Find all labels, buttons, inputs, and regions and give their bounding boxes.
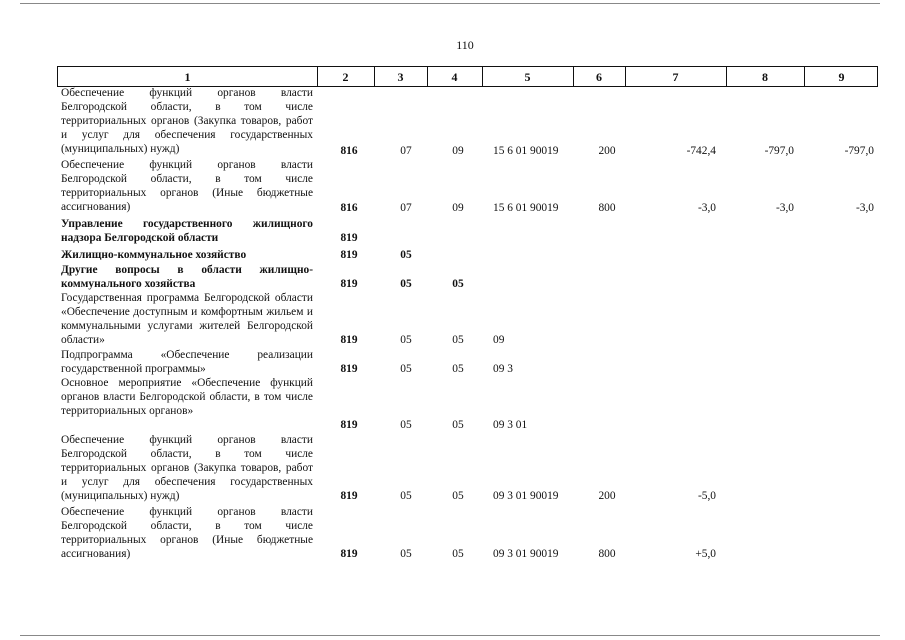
cell-ministry-code: 819 — [340, 548, 358, 560]
cell-amount-col7: -742,4 — [686, 145, 716, 157]
cell-section: 07 — [400, 202, 412, 214]
cell-target-article: 09 3 01 — [493, 419, 528, 431]
cell-subsection: 05 — [452, 334, 464, 346]
cell-subsection: 05 — [452, 548, 464, 560]
cell-section: 05 — [400, 490, 412, 502]
cell-section: 05 — [400, 363, 412, 375]
cell-ministry-code: 819 — [340, 249, 358, 261]
cell-expense-type: 800 — [598, 548, 616, 560]
row-description: Управление государственного жилищного надзора Белгородской области — [61, 218, 313, 245]
cell-target-article: 15 6 01 90019 — [493, 145, 559, 157]
cell-expense-type: 800 — [598, 202, 616, 214]
cell-ministry-code: 819 — [340, 419, 358, 431]
cell-target-article: 09 3 01 90019 — [493, 548, 559, 560]
row-description: Обеспечение функций органов власти Белгородской области, в том числе территориальных органов (Закупка товаров, работ и услуг для обеспечения государственных (муниципальных) нужд) — [61, 434, 313, 503]
cell-section: 05 — [400, 334, 412, 346]
cell-section: 05 — [400, 249, 412, 261]
cell-section: 05 — [400, 419, 412, 431]
cell-subsection: 09 — [452, 145, 464, 157]
row-description: Государственная программа Белгородской области «Обеспечение доступным и комфортным жильем и коммунальными услугами жителей Белгородской области» — [61, 292, 313, 347]
row-description: Другие вопросы в области жилищно-коммунального хозяйства — [61, 264, 313, 291]
bottom-border-rule — [20, 635, 880, 636]
cell-amount-col7: +5,0 — [695, 548, 716, 560]
cell-ministry-code: 819 — [340, 490, 358, 502]
cell-subsection: 09 — [452, 202, 464, 214]
row-description: Жилищно-коммунальное хозяйство — [61, 249, 247, 261]
row-description: Обеспечение функций органов власти Белгородской области, в том числе территориальных органов (Иные бюджетные ассигнования) — [61, 159, 313, 214]
cell-ministry-code: 816 — [340, 145, 358, 157]
header-col-4: 4 — [451, 70, 458, 84]
cell-amount-col7: -3,0 — [697, 202, 716, 214]
cell-subsection: 05 — [452, 490, 464, 502]
page-number: 110 — [456, 38, 474, 52]
cell-ministry-code: 819 — [340, 334, 358, 346]
cell-ministry-code: 819 — [340, 363, 358, 375]
row-description: Подпрограмма «Обеспечение реализации государственной программы» — [61, 349, 313, 376]
cell-expense-type: 200 — [598, 490, 616, 502]
top-border-rule — [20, 3, 880, 4]
header-col-6: 6 — [596, 70, 602, 84]
cell-amount-col9: -3,0 — [855, 202, 874, 214]
cell-target-article: 09 3 — [493, 363, 513, 375]
header-col-1: 1 — [184, 70, 191, 84]
cell-section: 05 — [400, 278, 412, 290]
cell-target-article: 09 3 01 90019 — [493, 490, 559, 502]
cell-section: 05 — [400, 548, 412, 560]
header-col-7: 7 — [672, 70, 679, 84]
cell-ministry-code: 816 — [340, 202, 358, 214]
header-col-5: 5 — [524, 70, 531, 84]
cell-amount-col8: -3,0 — [775, 202, 794, 214]
table-header — [57, 66, 878, 87]
cell-target-article: 09 — [493, 334, 505, 346]
cell-expense-type: 200 — [598, 145, 616, 157]
cell-subsection: 05 — [452, 278, 464, 290]
cell-amount-col7: -5,0 — [697, 490, 716, 502]
cell-ministry-code: 819 — [340, 278, 358, 290]
row-description: Обеспечение функций органов власти Белгородской области, в том числе территориальных органов (Иные бюджетные ассигнования) — [61, 506, 313, 561]
header-col-2: 2 — [342, 70, 349, 84]
cell-ministry-code: 819 — [340, 232, 358, 244]
header-col-8: 8 — [762, 70, 768, 84]
header-col-3: 3 — [397, 70, 404, 84]
cell-amount-col8: -797,0 — [764, 145, 794, 157]
cell-subsection: 05 — [452, 419, 464, 431]
cell-section: 07 — [400, 145, 412, 157]
cell-target-article: 15 6 01 90019 — [493, 202, 559, 214]
row-description: Обеспечение функций органов власти Белгородской области, в том числе территориальных органов (Закупка товаров, работ и услуг для обеспечения государственных (муниципальных) нужд) — [61, 87, 313, 156]
header-col-9: 9 — [838, 70, 845, 84]
cell-subsection: 05 — [452, 363, 464, 375]
row-description: Основное мероприятие «Обеспечение функций органов власти Белгородской области, в том числе территориальных органов» — [61, 377, 313, 418]
cell-amount-col9: -797,0 — [844, 145, 874, 157]
